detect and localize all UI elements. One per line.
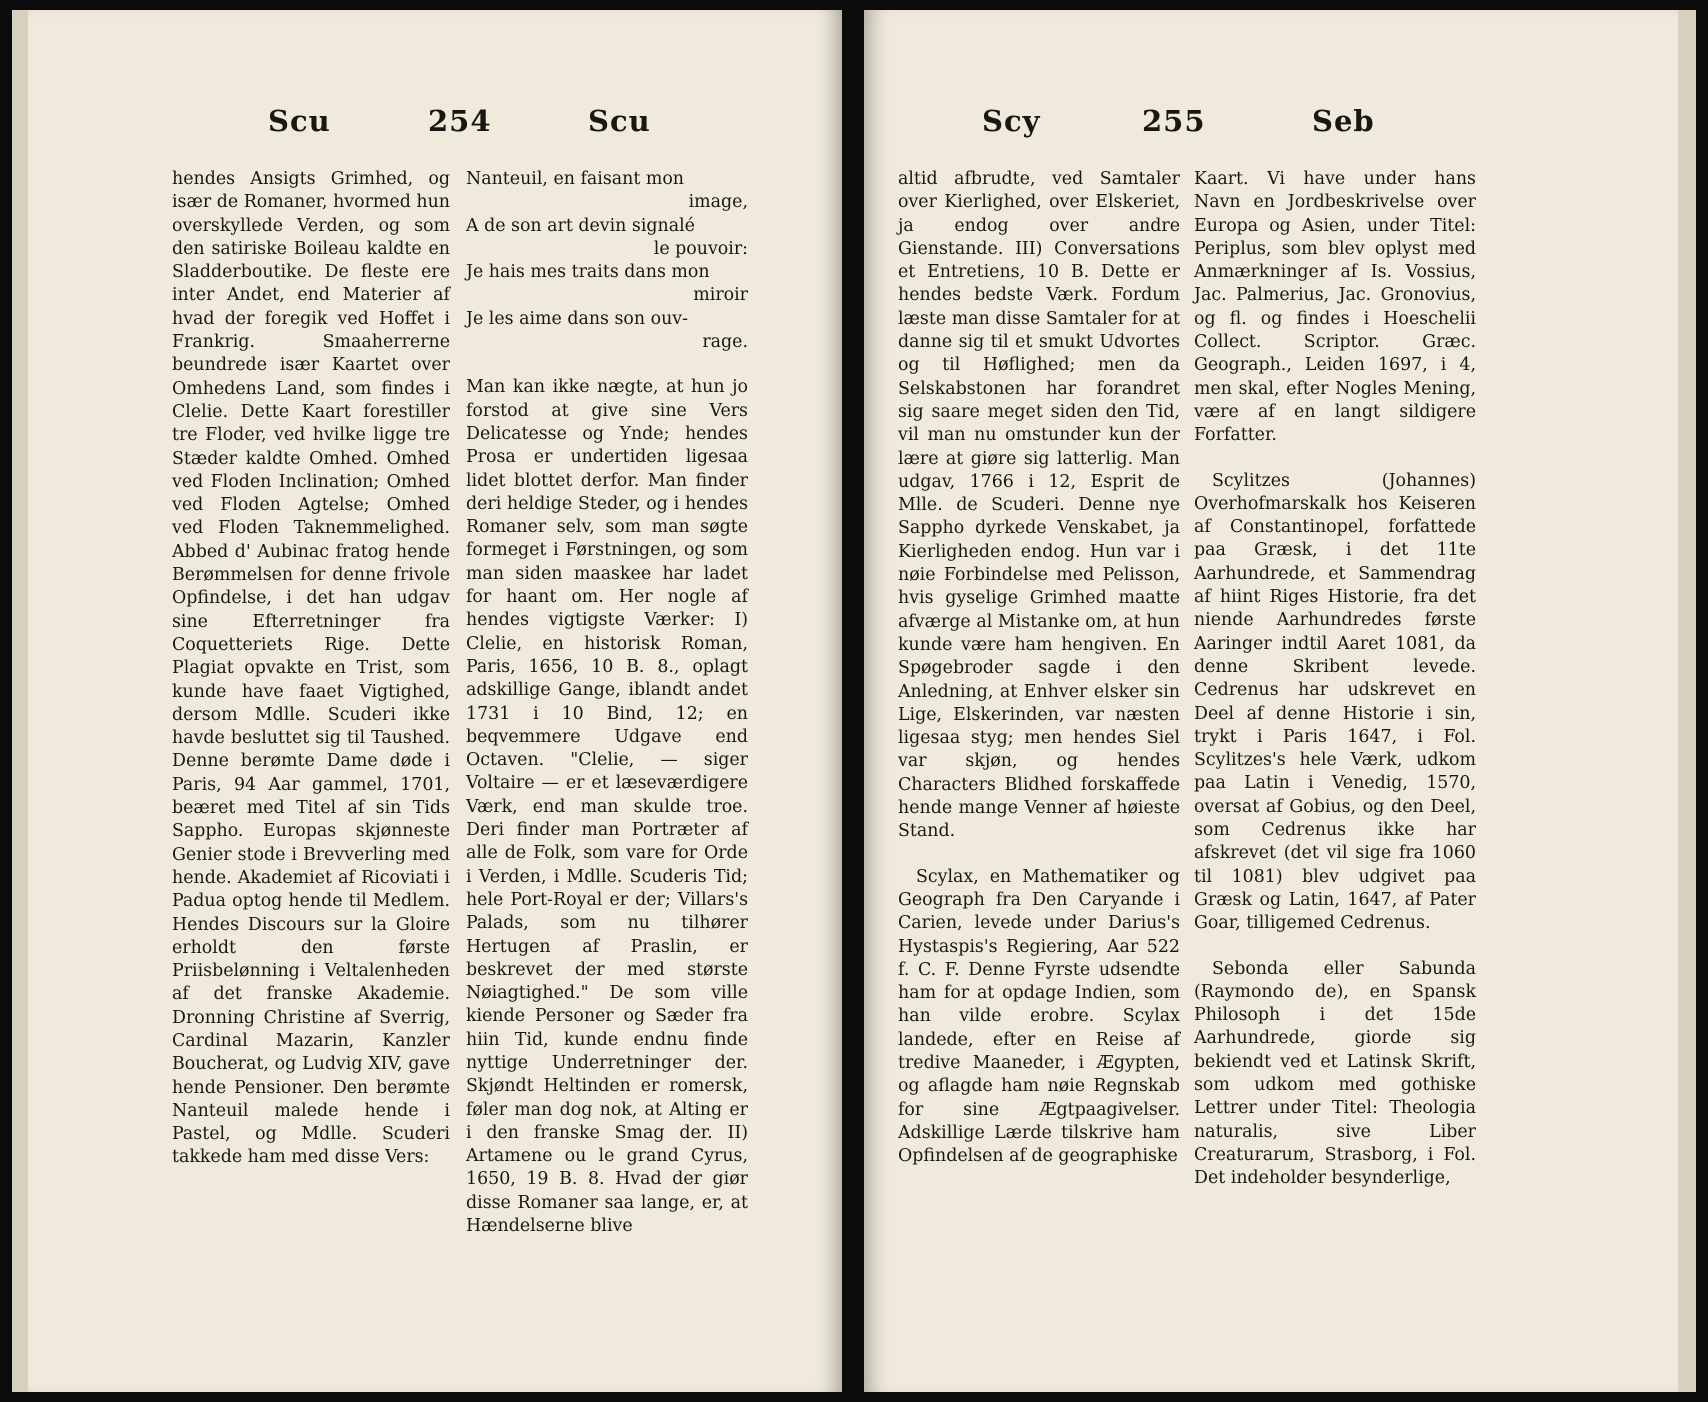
verse-line: Je hais mes traits dans mon — [466, 262, 710, 283]
paragraph: altid afbrudte, ved Samtaler over Kierlighed, over Elskeriet, ja endog over andre Gienstande. III) Conversations et Entretiens, 10 B. Dette er hendes bedste Værk. Fordum læste man disse Samtaler for at danne sig til et smukt Udvortes og til Høflighed; men da Selskabstonen har forandret sig saare meget siden den Tid, vil man nu omstunder kun der lære at giøre sig latterlig. Man udgav, 1766 i 12, Esprit de Mlle. de Scuderi. Denne nye Sappho dyrkede Venskabet, ja Kierligheden endog. Hun var i nøie Forbindelse med Pelisson, hvis gyselige Grimhed maatte afværge al Mistanke om, at hun kunde være ham hengiven. En Spøgebroder sagde i den Anledning, at Enhver elsker sin Lige, Elskerinden, var næsten ligesaa styg; men hendes Siel var skjøn, og hendes Characters Blidhed forskaffede hende mange Venner af høieste Stand. — [898, 169, 1180, 842]
text-column-1 — [172, 168, 450, 1170]
verse-line: Je les aime dans son ouv- — [466, 308, 688, 329]
text-column-2 — [466, 168, 748, 1238]
text-column-2 — [1194, 168, 1476, 1190]
text-column-1 — [898, 168, 1180, 1168]
verse-line: image, — [688, 192, 748, 213]
running-head-right: Seb — [1312, 104, 1375, 138]
paragraph: hendes Ansigts Grimhed, og især de Romaner, hvormed hun overskyllede Verden, og som den satiriske Boileau kaldte en Sladderboutike. De fleste ere inter Andet, end Materier af hvad der foregik ved Hoffet i Frankrig. Smaaherrerne beundrede især Kaartet over Omhedens Land, som findes i Clelie. Dette Kaart forestiller tre Floder, ved hvilke ligge tre Stæder kaldte Omhed. Omhed ved Floden Inclination; Omhed ved Floden Agtelse; Omhed ved Floden Taknemmelighed. Abbed d' Aubinac fratog hende Berømmelsen for denne frivole Opfindelse, i det han udgav sine Efterretninger fra Coquetteriets Rige. Dette Plagiat opvakte en Trist, som kunde have faaet Vigtighed, dersom Mdlle. Scuderi ikke havde besluttet sig til Taushed. Denne berømte Dame døde i Paris, 94 Aar gammel, 1701, beæret med Titel af sin Tids Sappho. Europas skjønneste Genier stode i Brevverling med hende. Akademiet af Ricoviati i Padua optog hende til Medlem. Hendes Discours sur la Gloire erholdt den første Priisbelønning i Veltalenheden af det franske Akademie. Dronning Christine af Sverrig, Cardinal Mazarin, Kanzler Boucherat, og Ludvig XIV, gave hende Pensioner. Den berømte Nanteuil malede hende i Pastel, og Mdlle. Scuderi takkede ham med disse Vers: — [172, 169, 450, 1168]
paragraph: Kaart. Vi have under hans Navn en Jordbeskrivelse over Europa og Asien, under Titel: Periplus, som blev oplyst med Anmærkninger af Is. Vossius, Jac. Palmerius, Jac. Gronovius, og fl. og findes i Hoeschelii Collect. Scriptor. Græc. Geograph., Leiden 1697, i 4, men skal, efter Nogles Mening, være af en langt sildigere Forfatter. — [1194, 169, 1476, 446]
verse-line: miroir — [693, 285, 748, 306]
paragraph: Man kan ikke nægte, at hun jo forstod at give sine Vers Delicatesse og Ynde; hendes Prosa er undertiden ligesaa lidet blottet derfor. Man finder deri heldige Steder, og i hendes Romaner selv, som man søgte formeget i Førstningen, og som man siden maaskee har ladet for haant om. Her nogle af hendes vigtigste Værker: I) Clelie, en historisk Roman, Paris, 1656, 10 B. 8., oplagt adskillige Gange, iblandt andet 1731 i 10 Bind, 12; en beqvemmere Udgave end Octaven. "Clelie, — siger Voltaire — er et læseværdigere Værk, end man skulde troe. Deri finder man Portræter af alle de Folk, som vare for Orde i Verden, i Mdlle. Scuderis Tid; hele Port-Royal er der; Villars's Palads, som nu tilhører Hertugen af Praslin, er beskrevet der med største Nøiagtighed." De som ville kiende Personer og Sæder fra hiin Tid, kunde endnu finde nyttige Underretninger der. Skjøndt Heltinden er romersk, føler man dog nok, at Alting er i den franske Smag der. II) Artamene ou le grand Cyrus, 1650, 19 B. 8. Hvad der giør disse Romaner saa lange, er, at Hændelserne blive — [466, 377, 748, 1237]
running-head-left: Scu — [268, 104, 331, 138]
verse-line: Nanteuil, en faisant mon — [466, 169, 685, 189]
running-head-right: Scu — [588, 104, 651, 138]
verse-line: rage. — [702, 332, 748, 353]
verse-line: A de son art devin signalé — [466, 215, 695, 236]
page-number: 255 — [1142, 104, 1206, 138]
french-verse — [466, 168, 748, 354]
verse-line: le pouvoir: — [653, 238, 748, 259]
entry-sebonda: Sebonda eller Sabunda (Raymondo de), en Spansk Philosoph i det 15de Aarhundrede, giorde sig bekiendt ved et Latinsk Skrift, som udkom med gothiske Lettrer under Titel: Theologia naturalis, sive Liber Creaturarum, Strasborg, i Fol. Det indeholder besynderlige, — [1194, 958, 1476, 1189]
page-number: 254 — [428, 104, 492, 138]
running-head-left: Scy — [982, 104, 1041, 138]
entry-scylitzes: Scylitzes (Johannes) Overhofmarskalk hos Keiseren af Constantinopel, forfattede paa Græsk, i det 11te Aarhundrede, et Sammendrag af hiint Riges Historie, fra det niende Aarhundredes første Aaringer indtil Aaret 1081, da denne Skribent levede. Cedrenus har udskrevet en Deel af denne Historie i sin, trykt i Paris 1647, i Fol. Scylitzes's hele Værk, udkom paa Latin i Venedig, 1570, oversat af Gobius, og den Deel, som Cedrenus ikke har afskrevet (det vil sige fra 1060 til 1081) blev udgivet paa Græsk og Latin, 1647, af Pater Goar, tilligemed Cedrenus. — [1194, 470, 1476, 934]
right-page — [864, 10, 1696, 1392]
entry-scylax: Scylax, en Mathematiker og Geograph fra Den Caryande i Carien, levede under Darius's Hystaspis's Regiering, Aar 522 f. C. F. Denne Fyrste udsendte ham for at opdage Indien, som han vilde erobre. Scylax landede, efter en Reise af tredive Maaneder, i Ægypten, og aflagde ham nøie Regnskab for sine Ægtpaagivelser. Adskillige Lærde tilskrive ham Opfindelsen af de geographiske — [898, 866, 1180, 1167]
left-page — [12, 10, 842, 1392]
